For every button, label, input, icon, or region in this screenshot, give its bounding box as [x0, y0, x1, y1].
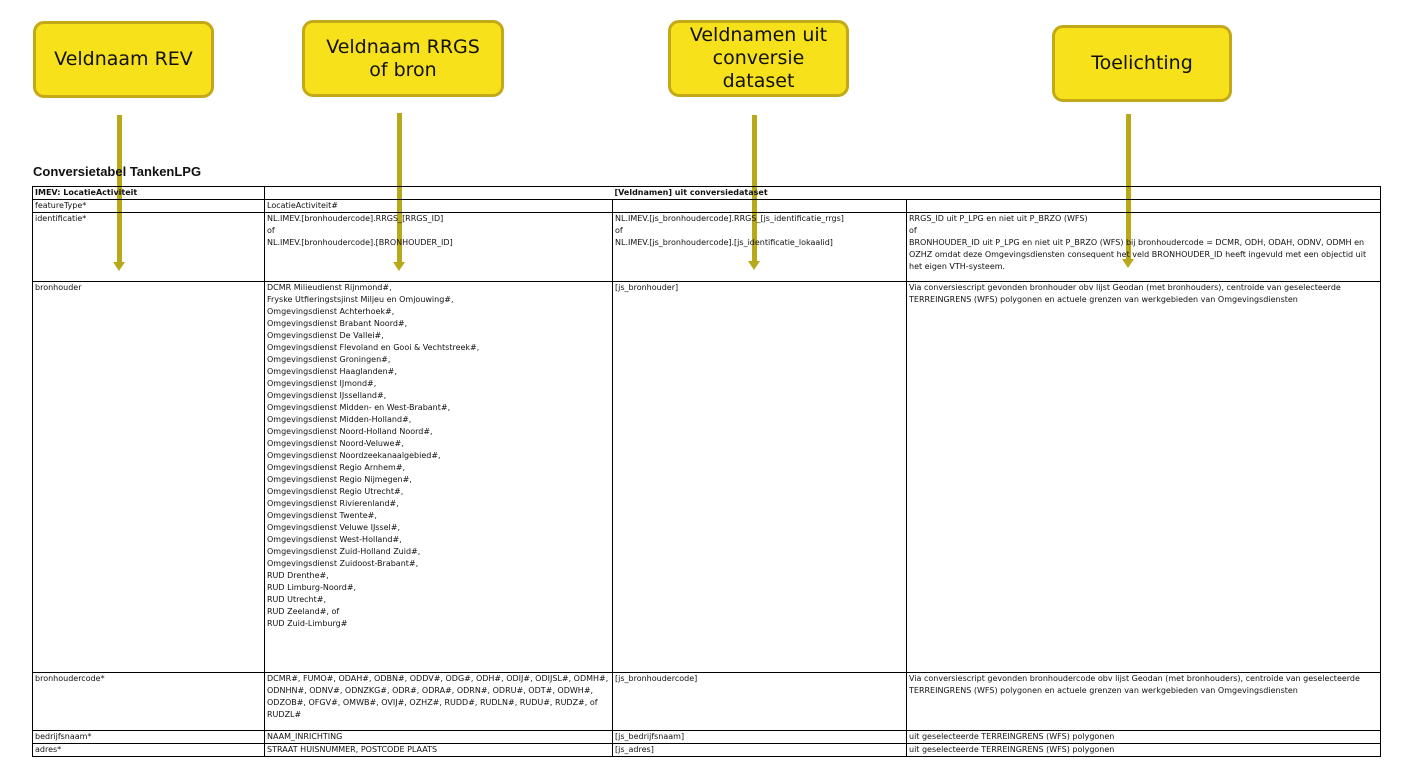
- cell-rev: bedrijfsnaam*: [33, 731, 265, 744]
- callout-veldnamen-conversie: [668, 20, 849, 97]
- cell-bron: STRAAT HUISNUMMER, POSTCODE PLAATS: [265, 744, 613, 757]
- cell-rev: adres*: [33, 744, 265, 757]
- cell-bron: DCMR#, FUMO#, ODAH#, ODBN#, ODDV#, ODG#, ODH#, ODIJ#, ODIJSL#, ODMH#, ODNHN#, ODNV#, ODNZKG#, ODR#, ODRA#, ODRN#, ODRU#, ODT#, ODWH#, ODZOB#, OFGV#, OMWB#, OVIJ#, OZHZ#, RUDD#, RUDLN#, RUDU#, RUDZ#, of RUDZL#: [265, 673, 613, 731]
- table-row: [33, 744, 1381, 757]
- cell-rev: featureType*: [33, 200, 265, 213]
- cell-rev: bronhoudercode*: [33, 673, 265, 731]
- cell-bron: NAAM_INRICHTING: [265, 731, 613, 744]
- cell-conversie: [js_bedrijfsnaam]: [613, 731, 907, 744]
- header-imev: IMEV: LocatieActiviteit: [33, 187, 265, 200]
- callout-veldnaam-rev: [33, 21, 214, 98]
- cell-toelichting: RRGS_ID uit P_LPG en niet uit P_BRZO (WFS) of BRONHOUDER_ID uit P_LPG en niet uit P_BRZO (WFS) bij bronhoudercode = DCMR, ODH, ODAH, ODNV, ODMH en OZHZ omdat deze Omgevingsdiensten consequent het veld BRONHOUDER_ID heeft ingevuld met een objectid uit het eigen VTH-systeem.: [907, 213, 1381, 282]
- page-title: Conversietabel TankenLPG: [33, 164, 202, 179]
- cell-bron: LocatieActiviteit#: [265, 200, 613, 213]
- table-row: [33, 731, 1381, 744]
- cell-rev: bronhouder: [33, 282, 265, 673]
- header-conversie: [Veldnamen] uit conversiedataset: [613, 187, 907, 200]
- callout-label: Veldnamen uit conversie dataset: [689, 24, 828, 92]
- conversion-table: [32, 186, 1381, 757]
- callout-veldnaam-rrgs: [302, 20, 504, 97]
- header-blank: [265, 187, 613, 200]
- cell-toelichting: [907, 200, 1381, 213]
- cell-conversie: [js_adres]: [613, 744, 907, 757]
- cell-bron: DCMR Milieudienst Rijnmond#, Fryske Utfieringstsjinst Miljeu en Omjouwing#, Omgevingsdienst Achterhoek#, Omgevingsdienst Brabant Noord#, Omgevingsdienst De Vallei#, Omgevingsdienst Flevoland en Gooi & Vechtstreek#, Omgevingsdienst Groningen#, Omgevingsdienst Haaglanden#, Omgevingsdienst IJmond#, Omgevingsdienst IJsselland#, Omgevingsdienst Midden- en West-Brabant#, Omgevingsdienst Midden-Holland#, Omgevingsdienst Noord-Holland Noord#, Omgevingsdienst Noord-Veluwe#, Omgevingsdienst Noordzeekanaalgebied#, Omgevingsdienst Regio Arnhem#, Omgevingsdienst Regio Nijmegen#, Omgevingsdienst Regio Utrecht#, Omgevingsdienst Rivierenland#, Omgevingsdienst Twente#, Omgevingsdienst Veluwe IJssel#, Omgevingsdienst West-Holland#, Omgevingsdienst Zuid-Holland Zuid#, Omgevingsdienst Zuidoost-Brabant#, RUD Drenthe#, RUD Limburg-Noord#, RUD Utrecht#, RUD Zeeland#, of RUD Zuid-Limburg#: [265, 282, 613, 673]
- cell-bron: NL.IMEV.[bronhoudercode].RRGS_[RRGS_ID] of NL.IMEV.[bronhoudercode].[BRONHOUDER_ID]: [265, 213, 613, 282]
- callout-label: Veldnaam REV: [54, 48, 193, 70]
- header-blank: [907, 187, 1381, 200]
- cell-toelichting: Via conversiescript gevonden bronhoudercode obv lijst Geodan (met bronhouders), centroide van geselecteerde TERREINGRENS (WFS) polygonen en actuele grenzen van werkgebieden van Omgevingsdiensten: [907, 673, 1381, 731]
- table-row: [33, 200, 1381, 213]
- cell-rev: identificatie*: [33, 213, 265, 282]
- callout-toelichting: [1052, 25, 1232, 102]
- cell-toelichting: Via conversiescript gevonden bronhouder obv lijst Geodan (met bronhouders), centroide van geselecteerde TERREINGRENS (WFS) polygonen en actuele grenzen van werkgebieden van Omgevingsdiensten: [907, 282, 1381, 673]
- table-row: [33, 213, 1381, 282]
- table-row: [33, 282, 1381, 673]
- table-row: [33, 673, 1381, 731]
- cell-conversie: NL.IMEV.[js_bronhoudercode].RRGS_[js_identificatie_rrgs] of NL.IMEV.[js_bronhoudercode].[js_identificatie_lokaalid]: [613, 213, 907, 282]
- callout-label: Toelichting: [1091, 52, 1193, 74]
- cell-conversie: [js_bronhouder]: [613, 282, 907, 673]
- cell-toelichting: uit geselecteerde TERREINGRENS (WFS) polygonen: [907, 744, 1381, 757]
- cell-conversie: [js_bronhoudercode]: [613, 673, 907, 731]
- callout-label: Veldnaam RRGS of bron: [326, 35, 480, 81]
- table-header-row: [33, 187, 1381, 200]
- cell-conversie: [613, 200, 907, 213]
- cell-toelichting: uit geselecteerde TERREINGRENS (WFS) polygonen: [907, 731, 1381, 744]
